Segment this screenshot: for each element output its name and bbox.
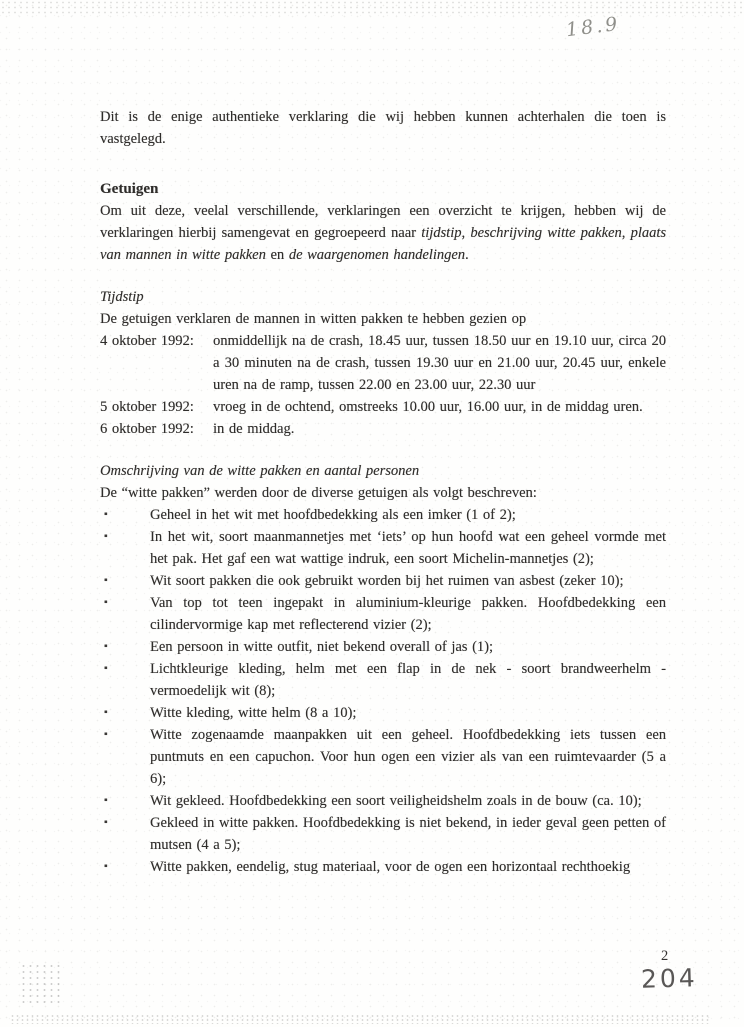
timeline-table: [100, 330, 666, 440]
square-bullet-icon: ▪: [104, 509, 108, 520]
typed-page-number: 2: [661, 948, 669, 964]
square-bullet-icon: ▪: [104, 707, 108, 718]
paragraph-getuigen-overview: [100, 200, 666, 266]
sentence-end: .: [465, 247, 469, 263]
list-item-text: Witte kleding, witte helm (8 a 10);: [150, 705, 357, 721]
omschrijving-intro-line: De “witte pakken” werden door de diverse getuigen als volgt beschreven:: [100, 485, 537, 501]
paragraph-authentic-statement: Dit is de enige authentieke verklaring die wij hebben kunnen achterhalen die toen is vastgelegd.: [100, 109, 666, 147]
list-item-text: Gekleed in witte pakken. Hoofdbedekking is niet bekend, in ieder geval geen petten of mutsen (4 a 5);: [150, 815, 666, 853]
timeline-date: 6 oktober 1992:: [100, 421, 194, 437]
square-bullet-icon: ▪: [104, 641, 108, 652]
list-item: [100, 592, 666, 636]
list-item: [100, 658, 666, 702]
separator: ,: [461, 225, 471, 241]
list-item: [100, 570, 666, 592]
square-bullet-icon: ▪: [104, 817, 108, 828]
document-body: [100, 106, 666, 878]
italic-term-beschrijving: beschrijving witte pakken: [470, 225, 622, 241]
list-item-text: Witte zogenaamde maanpakken uit een geheel. Hoofdbedekking iets tussen een puntmuts en een capuchon. Voor hun ogen een vizier als van een ruimtevaarder (5 a 6);: [150, 727, 666, 787]
timeline-date: 4 oktober 1992:: [100, 333, 194, 349]
list-item-text: Een persoon in witte outfit, niet bekend overall of jas (1);: [150, 639, 494, 655]
list-item-text: Wit gekleed. Hoofdbedekking een soort veiligheidshelm zoals in de bouw (ca. 10);: [150, 793, 642, 809]
square-bullet-icon: ▪: [104, 795, 108, 806]
getuigen-text-segment: Om uit deze, veelal verschillende, verklaringen een overzicht te krijgen, hebben wij de verklaringen hierbij samengevat en gegroepeerd naar: [100, 203, 666, 241]
italic-term-plaats: plaats van mannen in witte pakken: [100, 225, 667, 263]
timeline-date: 5 oktober 1992:: [100, 399, 194, 415]
scan-noise-top-band: [0, 0, 744, 14]
timeline-description: vroeg in de ochtend, omstreeks 10.00 uur, 16.00 uur, in de middag uren.: [213, 399, 643, 415]
section-heading-tijdstip: Tijdstip: [100, 289, 144, 305]
section-heading-getuigen: Getuigen: [100, 181, 159, 197]
section-heading-omschrijving: Omschrijving van de witte pakken en aantal personen: [100, 463, 420, 479]
handwritten-annotation: 18.9: [564, 12, 622, 42]
square-bullet-icon: ▪: [104, 729, 108, 740]
list-item: [100, 812, 666, 856]
square-bullet-icon: ▪: [104, 575, 108, 586]
list-item: [100, 636, 666, 658]
square-bullet-icon: ▪: [104, 597, 108, 608]
timeline-row: [100, 418, 666, 440]
italic-term-handelingen: de waargenomen handelingen: [288, 247, 466, 263]
square-bullet-icon: ▪: [104, 663, 108, 674]
list-item: [100, 504, 666, 526]
separator: ,: [621, 225, 631, 241]
separator: en: [265, 247, 289, 263]
witness-description-list: [100, 504, 666, 878]
list-item: [100, 526, 666, 570]
list-item: [100, 856, 666, 878]
timeline-description: in de middag.: [213, 421, 295, 437]
scan-noise-bottom-left-cluster: [20, 963, 64, 1005]
list-item-text: Witte pakken, eendelig, stug materiaal, voor de ogen een horizontaal rechthoekig: [150, 859, 631, 875]
timeline-description: onmiddellijk na de crash, 18.45 uur, tussen 18.50 uur en 19.10 uur, circa 20 a 30 minuten na de crash, tussen 19.30 uur en 21.00 uur, 20.45 uur, enkele uren na de ramp, tussen 22.00 en 23.00 uur, 22.30 uur: [213, 333, 666, 393]
list-item-text: In het wit, soort maanmannetjes met ‘iets’ op hun hoofd wat een geheel vormde met het pak. Het gaf een wat wattige indruk, een soort Michelin-mannetjes (2);: [150, 529, 666, 567]
list-item-text: Van top tot teen ingepakt in aluminium-kleurige pakken. Hoofdbedekking een cilindervormige kap met reflecterend vizier (2);: [150, 595, 666, 633]
scan-noise-bottom-band: [10, 1014, 710, 1024]
timeline-row: [100, 330, 666, 396]
tijdstip-intro-line: De getuigen verklaren de mannen in witten pakken te hebben gezien op: [100, 311, 527, 327]
list-item: [100, 702, 666, 724]
list-item-text: Lichtkleurige kleding, helm met een flap in de nek - soort brandweerhelm - vermoedelijk wit (8);: [150, 661, 666, 699]
square-bullet-icon: ▪: [104, 531, 108, 542]
timeline-row: [100, 396, 666, 418]
list-item-text: Geheel in het wit met hoofdbedekking als een imker (1 of 2);: [150, 507, 516, 523]
handwritten-page-number: 204: [640, 963, 699, 994]
square-bullet-icon: ▪: [104, 861, 108, 872]
list-item-text: Wit soort pakken die ook gebruikt worden bij het ruimen van asbest (zeker 10);: [150, 573, 624, 589]
list-item: [100, 724, 666, 790]
list-item: [100, 790, 666, 812]
italic-term-tijdstip: tijdstip: [421, 225, 462, 241]
